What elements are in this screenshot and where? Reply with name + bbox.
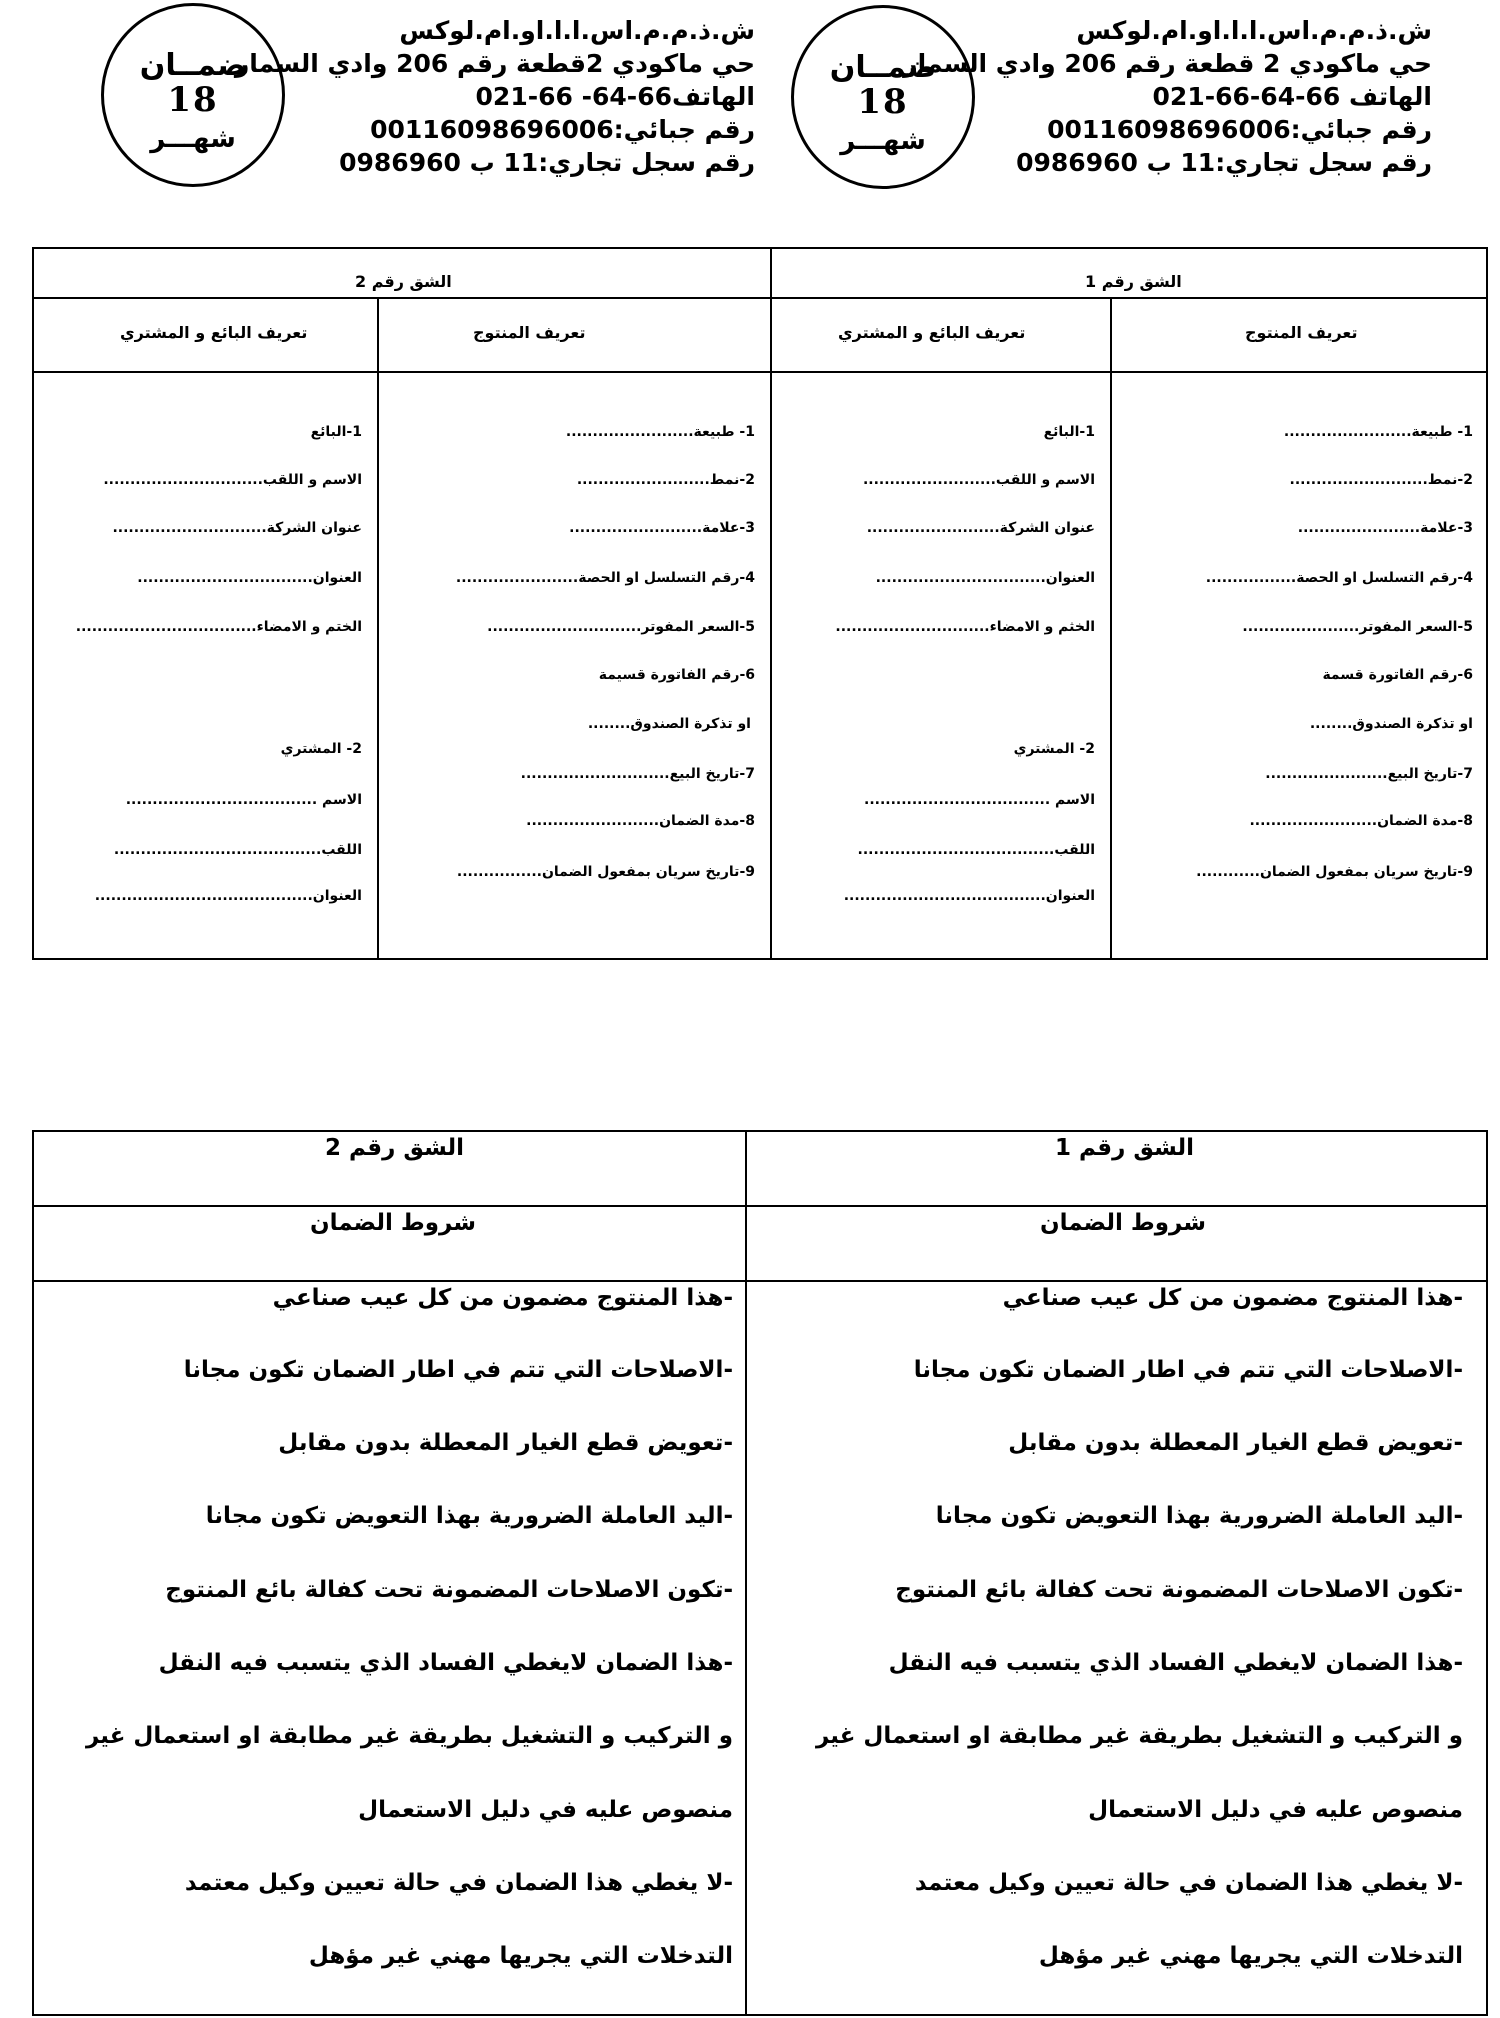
part1-conditions-header: شروط الضمان: [1040, 1210, 1206, 1236]
part2-party-field: الاسم و اللقب..............................: [103, 472, 362, 488]
part1-title: الشق رقم 1: [1085, 272, 1182, 291]
part2-party-field: 1-البائع: [310, 424, 362, 440]
seal-months-number: 18: [167, 80, 219, 120]
divider: [1110, 297, 1112, 960]
part2-product-field: 2-نمط.........................: [576, 472, 755, 488]
part1-product-field: 8-مدة الضمان........................: [1249, 813, 1473, 829]
part1-product-field: 9-تاريخ سريان بمفعول الضمان............: [1196, 864, 1473, 880]
divider: [770, 247, 772, 960]
part2-condition-line: -هذا الضمان لايغطي الفساد الذي يتسبب فيه النقل: [158, 1650, 733, 1676]
part1-condition-line: منصوص عليه في دليل الاستعمال: [1088, 1797, 1463, 1823]
part2-condition-line: منصوص عليه في دليل الاستعمال: [358, 1797, 733, 1823]
part2-condition-line: -لا يغطي هذا الضمان في حالة تعيين وكيل معتمد: [184, 1870, 733, 1896]
company-tax-id: رقم جبائي:00116098696006: [1047, 115, 1432, 144]
warranty-seal-right: [791, 5, 975, 189]
divider: [32, 1280, 1488, 1282]
part1-condition-line: -لا يغطي هذا الضمان في حالة تعيين وكيل معتمد: [914, 1870, 1463, 1896]
part2-condition-line: -تكون الاصلاحات المضمونة تحت كفالة بائع المنتوج: [165, 1577, 733, 1603]
seal-month-label: شهـــر: [150, 124, 236, 154]
divider: [32, 371, 1488, 373]
part2-party-field: 2- المشتري: [280, 741, 362, 757]
part2-condition-line: -هذا المنتوج مضمون من كل عيب صناعي: [272, 1285, 733, 1311]
part1-party-field: الاسم و اللقب.........................: [862, 472, 1095, 488]
part2-product-field: 9-تاريخ سريان بمفعول الضمان................: [456, 864, 755, 880]
part1-product-field: 7-تاريخ البيع.......................: [1265, 766, 1473, 782]
header-left: [235, 14, 755, 179]
part2-product-field: 7-تاريخ البيع............................: [520, 766, 755, 782]
part2-product-field: 6-رقم الفاتورة قسيمة: [598, 667, 755, 683]
part1-party-field: 2- المشتري: [1013, 741, 1095, 757]
part2-party-field: عنوان الشركة.............................: [112, 520, 362, 536]
part2-condition-line: التدخلات التي يجريها مهني غير مؤهل: [308, 1943, 733, 1969]
part1-parties-header: تعريف البائع و المشتري: [838, 323, 1026, 342]
seal-months-number: 18: [857, 82, 909, 122]
part2-condition-line: و التركيب و التشغيل بطريقة غير مطابقة او استعمال غير: [86, 1723, 733, 1749]
part1-product-field: 4-رقم التسلسل او الحصة.................: [1205, 570, 1473, 586]
part1-product-field: 5-السعر المفوتر......................: [1242, 619, 1473, 635]
seal-warranty-label: ضمــان: [829, 50, 937, 85]
part1-condition-line: و التركيب و التشغيل بطريقة غير مطابقة او استعمال غير: [816, 1723, 1463, 1749]
part2-party-field: اللقب.......................................: [113, 842, 362, 858]
company-trade-register: رقم سجل تجاري:11 ب 0986960: [1016, 148, 1432, 177]
company-address: حي ماكودي 2قطعة رقم 206 وادي السمار: [234, 49, 755, 78]
part2-product-field: 8-مدة الضمان.........................: [526, 813, 755, 829]
part2-condition-line: -تعويض قطع الغيار المعطلة بدون مقابل: [278, 1430, 733, 1456]
part1-condition-line: -اليد العاملة الضرورية بهذا التعويض تكون مجانا: [935, 1503, 1463, 1529]
seal-warranty-label: ضمــان: [139, 48, 247, 83]
part2-party-field: الختم و الامضاء..................................: [75, 619, 362, 635]
part2-party-field: الاسم ....................................: [125, 792, 362, 808]
part1-product-header: تعريف المنتوج: [1245, 323, 1358, 342]
part2-condition-line: -الاصلاحات التي تتم في اطار الضمان تكون مجانا: [183, 1357, 733, 1383]
part1-party-field: العنوان......................................: [843, 888, 1095, 904]
divider: [32, 297, 1488, 299]
part2-condition-line: -اليد العاملة الضرورية بهذا التعويض تكون مجانا: [205, 1503, 733, 1529]
company-name: ش.ذ.م.م.اس.ا.ا.او.ام.لوكس: [1076, 16, 1432, 45]
part1-party-field: عنوان الشركة.........................: [866, 520, 1095, 536]
part2-parties-header: تعريف البائع و المشتري: [120, 323, 308, 342]
part1-condition-line: -تعويض قطع الغيار المعطلة بدون مقابل: [1008, 1430, 1463, 1456]
warranty-seal-left: [101, 3, 285, 187]
part2-product-field: 5-السعر المفوتر.............................: [487, 619, 755, 635]
company-trade-register: رقم سجل تجاري:11 ب 0986960: [339, 148, 755, 177]
part1-condition-line: -هذا الضمان لايغطي الفساد الذي يتسبب فيه النقل: [888, 1650, 1463, 1676]
part1-product-field: 6-رقم الفاتورة قسمة: [1322, 667, 1473, 683]
part2-party-field: العنوان.................................: [137, 570, 362, 586]
company-phone: الهاتف66-64- 66-021: [475, 82, 755, 111]
part1-party-field: الخثم و الامضاء.............................: [835, 619, 1095, 635]
part2-party-field: العنوان.........................................: [94, 888, 362, 904]
part1-condition-line: -الاصلاحات التي تتم في اطار الضمان تكون مجانا: [913, 1357, 1463, 1383]
part2-product-field: او تذكرة الصندوق........: [587, 716, 751, 732]
part2-product-field: 1- طبيعة........................: [565, 424, 755, 440]
part1-condition-line: التدخلات التي يجريها مهني غير مؤهل: [1038, 1943, 1463, 1969]
divider: [745, 1130, 747, 2016]
part1-party-field: الاسم ...................................: [864, 792, 1095, 808]
company-tax-id: رقم جبائي:00116098696006: [370, 115, 755, 144]
part2-title: الشق رقم 2: [355, 272, 452, 291]
part1-condition-line: -هذا المنتوج مضمون من كل عيب صناعي: [1002, 1285, 1463, 1311]
company-address: حي ماكودي 2 قطعة رقم 206 وادي السمار: [903, 49, 1432, 78]
part1-party-field: العنوان................................: [875, 570, 1095, 586]
part1-condition-line: -تكون الاصلاحات المضمونة تحت كفالة بائع المنتوج: [895, 1577, 1463, 1603]
part1-product-field: 2-نمط..........................: [1289, 472, 1473, 488]
divider: [32, 1205, 1488, 1207]
part1-product-field: 1- طبيعة........................: [1283, 424, 1473, 440]
part1-party-field: اللقب.....................................: [857, 842, 1095, 858]
part2-conditions-title: الشق رقم 2: [325, 1135, 465, 1161]
company-name: ش.ذ.م.م.اس.ا.ا.او.ام.لوكس: [399, 16, 755, 45]
divider: [377, 297, 379, 960]
part2-product-field: 4-رقم التسلسل او الحصة.......................: [455, 570, 755, 586]
header-right: [903, 14, 1432, 179]
company-phone: الهاتف 66-64-66-021: [1152, 82, 1432, 111]
part1-conditions-title: الشق رقم 1: [1055, 1135, 1195, 1161]
part1-product-field: او تذكرة الصندوق........: [1309, 716, 1473, 732]
seal-month-label: شهـــر: [840, 126, 926, 156]
part1-party-field: 1-البائع: [1043, 424, 1095, 440]
part2-conditions-header: شروط الضمان: [310, 1210, 476, 1236]
part2-product-header: تعريف المنتوج: [473, 323, 586, 342]
part2-product-field: 3-علامة.........................: [569, 520, 755, 536]
part1-product-field: 3-علامة.......................: [1297, 520, 1473, 536]
